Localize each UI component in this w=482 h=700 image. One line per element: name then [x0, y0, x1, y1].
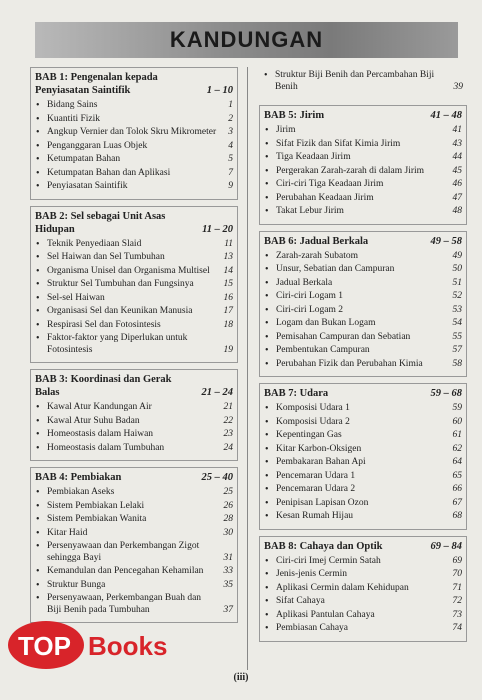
topic-list — [31, 402, 237, 454]
topic-item — [35, 320, 233, 332]
topic-page: 37 — [223, 604, 233, 615]
topic-item — [264, 623, 462, 635]
topic-list — [260, 125, 466, 218]
chapter-title: BAB 4: Pembiakan — [35, 472, 122, 483]
topic-title: • Struktur Sel Tumbuhan dan Fungsinya — [47, 279, 194, 289]
left-column — [30, 67, 238, 629]
topic-title: • Ketumpatan Bahan dan Aplikasi — [47, 167, 171, 178]
topic-item — [264, 511, 462, 523]
topic-item — [35, 168, 233, 180]
topic-page: 64 — [452, 457, 462, 467]
topic-page: 15 — [223, 279, 233, 289]
topic-title: • Kemandulan dan Pencegahan Kehamilan — [47, 566, 204, 576]
topic-title: • Kawal Atur Suhu Badan — [47, 415, 140, 426]
right-column — [259, 67, 467, 648]
topic-title: • Sifat Fizik dan Sifat Kimia Jirim — [276, 138, 401, 149]
topic-title: • Kawal Atur Kandungan Air — [47, 402, 152, 412]
topic-page: 13 — [223, 252, 233, 262]
topic-item — [35, 580, 233, 592]
chapter-section — [30, 67, 238, 200]
topic-page: 54 — [452, 318, 462, 328]
chapter-page-range: 41 – 48 — [430, 110, 462, 121]
topic-item — [264, 193, 462, 205]
topic-item — [264, 278, 462, 290]
topic-title: • Komposisi Udara 1 — [276, 403, 350, 413]
topic-title: • Zarah-zarah Subatom — [276, 250, 359, 261]
topbooks-logo — [6, 612, 191, 672]
topic-title: • Pencemaran Udara 1 — [276, 470, 356, 481]
chapter-title: BAB 1: Pengenalan kepada Penyiasatan Saintifik — [35, 72, 158, 96]
topic-item — [264, 583, 462, 595]
topic-page: 17 — [223, 306, 233, 316]
topic-title: • Unsur, Sebatian dan Campuran — [276, 264, 395, 274]
topic-item — [264, 484, 462, 496]
topic-title: • Jadual Berkala — [276, 277, 333, 288]
topic-page: 66 — [452, 484, 462, 494]
topic-item — [35, 279, 233, 291]
topic-title: • Sifat Cahaya — [276, 596, 325, 606]
chapter-page-range: 69 – 84 — [430, 540, 462, 552]
chapter-page-range: 21 – 24 — [201, 387, 233, 398]
topic-page: 65 — [452, 470, 462, 481]
topic-list — [259, 70, 467, 93]
topic-item — [264, 305, 462, 317]
chapter-heading — [31, 373, 237, 399]
topic-title: • Homeostasis dalam Tumbuhan — [47, 442, 165, 453]
chapter-section — [259, 383, 467, 530]
topic-item — [35, 402, 233, 414]
topic-title: • Kesan Rumah Hijau — [276, 511, 354, 521]
topic-item — [264, 498, 462, 510]
topic-item — [264, 444, 462, 456]
topic-item — [264, 345, 462, 357]
topic-item — [264, 359, 462, 371]
topic-title: • Pembentukan Campuran — [276, 345, 370, 355]
page-number: (iii) — [233, 672, 249, 683]
topic-title: • Angkup Vernier dan Tolok Skru Mikrometer — [47, 127, 217, 137]
topic-title: • Sel-sel Haiwan — [47, 292, 105, 303]
topic-item — [35, 429, 233, 441]
topic-title: • Homeostasis dalam Haiwan — [47, 429, 154, 439]
topic-item — [264, 610, 462, 622]
topic-page: 7 — [228, 167, 233, 178]
topic-title: • Perubahan Fizik dan Perubahan Kimia — [276, 358, 423, 369]
chapter-title: BAB 5: Jirim — [264, 110, 325, 121]
topic-page: 16 — [223, 292, 233, 303]
topic-page: 46 — [452, 179, 462, 189]
topic-page: 74 — [452, 623, 462, 633]
topic-list — [31, 487, 237, 616]
topic-title: • Aplikasi Pantulan Cahaya — [276, 609, 375, 620]
topic-page: 35 — [223, 579, 233, 590]
topic-title: • Penyiasatan Saintifik — [47, 181, 128, 191]
topic-page: 59 — [452, 403, 462, 413]
topic-title: • Sel Haiwan dan Sel Tumbuhan — [47, 252, 165, 262]
topic-page: 73 — [452, 609, 462, 620]
topic-title: • Struktur Bunga — [47, 579, 106, 590]
topic-item — [35, 306, 233, 318]
topic-title: • Struktur Biji Benih dan Percambahan Biji Benih — [275, 70, 435, 92]
topic-item — [264, 291, 462, 303]
chapter-section — [259, 536, 467, 642]
chapter-title: BAB 6: Jadual Berkala — [264, 235, 369, 247]
topic-item — [264, 179, 462, 191]
topic-title: • Ciri-ciri Logam 2 — [276, 304, 344, 315]
topic-title: • Logam dan Bukan Logam — [276, 318, 376, 328]
topic-title: • Organisasi Sel dan Keunikan Manusia — [47, 306, 193, 316]
chapter-heading — [31, 210, 237, 236]
topic-item — [264, 471, 462, 483]
topic-item — [35, 141, 233, 153]
topic-page: 18 — [223, 319, 233, 330]
chapter-heading — [260, 235, 466, 248]
chapter-page-range: 11 – 20 — [202, 223, 233, 235]
topic-page: 9 — [228, 181, 233, 191]
topic-item — [264, 556, 462, 568]
chapter-heading — [260, 540, 466, 553]
topic-title: • Jirim — [276, 125, 296, 135]
topic-item — [35, 487, 233, 499]
topic-title: • Kitar Haid — [47, 527, 88, 538]
topic-item — [35, 114, 233, 126]
topic-page: 68 — [452, 511, 462, 521]
chapter-heading — [260, 109, 466, 122]
chapter-section — [30, 467, 238, 623]
topic-title: • Ciri-ciri Logam 1 — [276, 291, 344, 301]
topic-item — [35, 541, 233, 564]
topic-page: 30 — [223, 527, 233, 538]
topic-item — [264, 251, 462, 263]
topic-page: 58 — [452, 358, 462, 369]
topic-page: 4 — [228, 140, 233, 151]
topic-list — [260, 251, 466, 371]
topic-page: 28 — [223, 514, 233, 524]
topic-item — [35, 252, 233, 264]
topic-item — [264, 457, 462, 469]
topic-page: 39 — [453, 81, 463, 92]
topic-title: • Penganggaran Luas Objek — [47, 140, 148, 151]
topic-title: • Penipisan Lapisan Ozon — [276, 497, 369, 508]
topic-title: • Tiga Keadaan Jirim — [276, 152, 351, 162]
chapter-section — [259, 67, 467, 99]
topic-title: • Kuantiti Fizik — [47, 113, 101, 124]
topic-item — [35, 566, 233, 578]
logo-books-text: Books — [88, 631, 168, 661]
chapter-title: BAB 7: Udara — [264, 388, 329, 399]
topic-page: 55 — [452, 331, 462, 342]
topic-item — [35, 333, 233, 356]
chapter-title: BAB 3: Koordinasi dan Gerak Balas — [35, 374, 172, 398]
topic-title: • Ciri-ciri Imej Cermin Satah — [276, 555, 381, 566]
topic-item — [264, 152, 462, 164]
chapter-title: BAB 8: Cahaya dan Optik — [264, 540, 383, 552]
topic-page: 2 — [228, 113, 233, 124]
topic-title: • Kitar Karbon-Oksigen — [276, 443, 362, 454]
chapter-section — [259, 105, 467, 225]
topic-page: 26 — [223, 500, 233, 511]
chapter-heading — [31, 471, 237, 484]
topic-page: 33 — [223, 566, 233, 576]
topic-page: 48 — [452, 206, 462, 216]
topic-item — [35, 528, 233, 540]
topic-title: • Persenyawaan, Perkembangan Buah dan Biji Benih pada Tumbuhan — [47, 593, 202, 615]
topic-item — [35, 416, 233, 428]
topic-item — [35, 154, 233, 166]
topic-page: 11 — [224, 238, 233, 249]
topic-title: • Teknik Penyediaan Slaid — [47, 238, 142, 249]
topic-page: 62 — [452, 443, 462, 454]
topic-title: • Pembakaran Bahan Api — [276, 457, 366, 467]
topic-page: 44 — [452, 152, 462, 162]
chapter-page-range: 59 – 68 — [430, 388, 462, 399]
topic-item — [35, 266, 233, 278]
topic-title: • Sistem Pembiakan Wanita — [47, 514, 147, 524]
topic-page: 14 — [223, 265, 233, 276]
topic-title: • Ciri-ciri Tiga Keadaan Jirim — [276, 179, 384, 189]
topic-item — [35, 443, 233, 455]
topic-page: 24 — [223, 442, 233, 453]
topic-page: 50 — [452, 264, 462, 274]
chapter-title: BAB 2: Sel sebagai Unit Asas Hidupan — [35, 210, 166, 235]
chapter-page-range: 49 – 58 — [430, 235, 462, 247]
topic-page: 23 — [223, 429, 233, 439]
topic-title: • Organisma Unisel dan Organisma Multisel — [47, 265, 210, 276]
topic-item — [264, 417, 462, 429]
topic-page: 57 — [452, 345, 462, 355]
topic-page: 25 — [223, 487, 233, 497]
topic-title: • Aplikasi Cermin dalam Kehidupan — [276, 582, 409, 593]
topic-page: 49 — [452, 250, 462, 261]
topic-title: • Ketumpatan Bahan — [47, 154, 121, 164]
topic-page: 19 — [223, 344, 233, 355]
topic-item — [264, 264, 462, 276]
topic-item — [263, 70, 463, 93]
topic-title: • Perubahan Keadaan Jirim — [276, 192, 374, 203]
topic-item — [264, 125, 462, 137]
column-divider — [247, 67, 248, 670]
topic-title: • Komposisi Udara 2 — [276, 416, 350, 427]
topic-item — [264, 166, 462, 178]
topic-item — [35, 514, 233, 526]
topic-item — [35, 501, 233, 513]
topic-title: • Pembiasan Cahaya — [276, 623, 349, 633]
topic-item — [35, 293, 233, 305]
topic-item — [264, 403, 462, 415]
topic-item — [35, 181, 233, 193]
topic-item — [35, 127, 233, 139]
topic-page: 60 — [452, 416, 462, 427]
chapter-heading — [31, 71, 237, 97]
topic-title: • Sistem Pembiakan Lelaki — [47, 500, 145, 511]
chapter-section — [259, 231, 467, 378]
topic-list — [260, 403, 466, 523]
topic-page: 1 — [228, 100, 233, 110]
topic-title: • Pergerakan Zarah-zarah di dalam Jirim — [276, 165, 425, 176]
topic-title: • Bidang Sains — [47, 100, 98, 110]
chapter-page-range: 25 – 40 — [201, 472, 233, 483]
topic-page: 22 — [223, 415, 233, 426]
topic-page: 61 — [452, 430, 462, 440]
topic-page: 51 — [452, 277, 462, 288]
topic-item — [35, 100, 233, 112]
topic-title: • Takat Lebur Jirim — [276, 206, 344, 216]
title-banner — [35, 22, 458, 58]
topic-title: • Pencemaran Udara 2 — [276, 484, 356, 494]
topic-page: 41 — [452, 125, 462, 135]
topic-page: 72 — [452, 596, 462, 606]
page-title: KANDUNGAN — [169, 27, 324, 52]
topic-title: • Jenis-jenis Cermin — [276, 569, 347, 579]
topic-list — [31, 100, 237, 193]
topic-item — [264, 139, 462, 151]
topic-page: 5 — [228, 154, 233, 164]
topic-item — [264, 332, 462, 344]
topic-page: 31 — [223, 552, 233, 563]
topic-title: • Respirasi Sel dan Fotosintesis — [47, 319, 161, 330]
topic-item — [264, 318, 462, 330]
topic-title: • Persenyawaan dan Perkembangan Zigot sehingga Bayi — [47, 541, 200, 563]
topic-item — [264, 569, 462, 581]
chapter-page-range: 1 – 10 — [206, 85, 233, 96]
topic-title: • Kepentingan Gas — [276, 430, 342, 440]
topic-title: • Pembiakan Aseks — [47, 487, 115, 497]
topic-list — [260, 556, 466, 635]
chapter-section — [30, 369, 238, 461]
topic-item — [35, 239, 233, 251]
topic-page: 45 — [452, 165, 462, 176]
topic-title: • Faktor-faktor yang Diperlukan untuk Fotosintesis — [47, 333, 188, 355]
chapter-heading — [260, 387, 466, 400]
topic-page: 70 — [452, 569, 462, 579]
topic-item — [264, 206, 462, 218]
topic-page: 47 — [452, 192, 462, 203]
topic-page: 43 — [452, 138, 462, 149]
topic-page: 3 — [228, 127, 233, 137]
topic-list — [31, 239, 237, 357]
topic-page: 69 — [452, 555, 462, 566]
topic-page: 67 — [452, 497, 462, 508]
logo-top-text: TOP — [18, 631, 71, 661]
topic-page: 52 — [452, 291, 462, 301]
chapter-section — [30, 206, 238, 364]
topic-item — [264, 430, 462, 442]
topic-page: 21 — [223, 402, 233, 412]
topic-page: 53 — [452, 304, 462, 315]
topic-title: • Pemisahan Campuran dan Sebatian — [276, 331, 411, 342]
topic-page: 71 — [452, 582, 462, 593]
topic-item — [264, 596, 462, 608]
